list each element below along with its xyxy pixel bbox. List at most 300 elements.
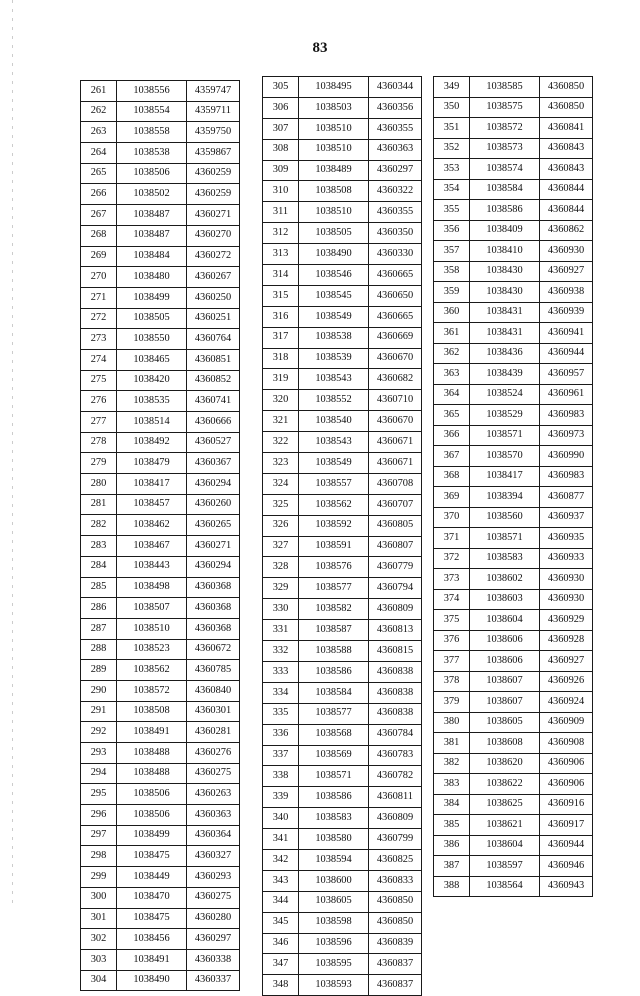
table-row (263, 975, 422, 996)
table-row (81, 370, 240, 391)
y-coordinate-cell: 4360938 (540, 282, 593, 303)
table-row (81, 536, 240, 557)
y-coordinate-cell: 4359867 (187, 143, 240, 164)
x-coordinate-cell: 1038572 (117, 680, 187, 701)
y-coordinate-cell: 4360844 (540, 179, 593, 200)
y-coordinate-cell: 4360338 (187, 949, 240, 970)
y-coordinate-cell: 4360983 (540, 466, 593, 487)
point-number-cell: 367 (434, 446, 470, 467)
x-coordinate-cell: 1038480 (117, 267, 187, 288)
table-row (263, 160, 422, 181)
x-coordinate-cell: 1038538 (117, 143, 187, 164)
table-row (434, 589, 593, 610)
table-row (81, 329, 240, 350)
point-number-cell: 321 (263, 411, 299, 432)
table-row (434, 364, 593, 385)
table-row (434, 651, 593, 672)
y-coordinate-cell: 4360805 (369, 515, 422, 536)
x-coordinate-cell: 1038508 (299, 181, 369, 202)
x-coordinate-cell: 1038621 (470, 815, 540, 836)
point-number-cell: 328 (263, 557, 299, 578)
table-row (263, 369, 422, 390)
y-coordinate-cell: 4360741 (187, 391, 240, 412)
point-number-cell: 363 (434, 364, 470, 385)
x-coordinate-cell: 1038586 (470, 200, 540, 221)
table-row (81, 122, 240, 143)
table-row (434, 794, 593, 815)
table-row (81, 784, 240, 805)
x-coordinate-cell: 1038606 (470, 630, 540, 651)
point-number-cell: 283 (81, 536, 117, 557)
point-number-cell: 276 (81, 391, 117, 412)
point-number-cell: 281 (81, 494, 117, 515)
table-row (81, 308, 240, 329)
scan-edge-line (12, 0, 13, 905)
point-number-cell: 315 (263, 285, 299, 306)
y-coordinate-cell: 4360990 (540, 446, 593, 467)
x-coordinate-cell: 1038490 (117, 970, 187, 991)
point-number-cell: 382 (434, 753, 470, 774)
y-coordinate-cell: 4360297 (369, 160, 422, 181)
y-coordinate-cell: 4360682 (369, 369, 422, 390)
table-row (434, 712, 593, 733)
y-coordinate-cell: 4360794 (369, 578, 422, 599)
point-number-cell: 303 (81, 949, 117, 970)
y-coordinate-cell: 4360293 (187, 867, 240, 888)
table-row (81, 205, 240, 226)
table-row (434, 179, 593, 200)
point-number-cell: 275 (81, 370, 117, 391)
table-row (434, 856, 593, 877)
x-coordinate-cell: 1038594 (299, 849, 369, 870)
coordinate-table-1 (80, 80, 240, 991)
x-coordinate-cell: 1038510 (299, 139, 369, 160)
table-row (434, 138, 593, 159)
table-row (263, 703, 422, 724)
point-number-cell: 346 (263, 933, 299, 954)
table-row (434, 569, 593, 590)
x-coordinate-cell: 1038505 (299, 223, 369, 244)
x-coordinate-cell: 1038552 (299, 390, 369, 411)
x-coordinate-cell: 1038622 (470, 774, 540, 795)
y-coordinate-cell: 4360924 (540, 692, 593, 713)
y-coordinate-cell: 4360364 (187, 825, 240, 846)
point-number-cell: 345 (263, 912, 299, 933)
point-number-cell: 386 (434, 835, 470, 856)
table-row (434, 466, 593, 487)
point-number-cell: 323 (263, 453, 299, 474)
x-coordinate-cell: 1038524 (470, 384, 540, 405)
y-coordinate-cell: 4360281 (187, 722, 240, 743)
point-number-cell: 387 (434, 856, 470, 877)
x-coordinate-cell: 1038558 (117, 122, 187, 143)
y-coordinate-cell: 4360355 (369, 118, 422, 139)
x-coordinate-cell: 1038607 (470, 671, 540, 692)
table-row (263, 870, 422, 891)
x-coordinate-cell: 1038607 (470, 692, 540, 713)
point-number-cell: 270 (81, 267, 117, 288)
x-coordinate-cell: 1038573 (470, 138, 540, 159)
point-number-cell: 267 (81, 205, 117, 226)
x-coordinate-cell: 1038571 (470, 425, 540, 446)
point-number-cell: 365 (434, 405, 470, 426)
table-row (434, 630, 593, 651)
point-number-cell: 340 (263, 808, 299, 829)
y-coordinate-cell: 4360764 (187, 329, 240, 350)
x-coordinate-cell: 1038498 (117, 577, 187, 598)
y-coordinate-cell: 4359747 (187, 81, 240, 102)
x-coordinate-cell: 1038436 (470, 343, 540, 364)
x-coordinate-cell: 1038431 (470, 302, 540, 323)
point-number-cell: 314 (263, 265, 299, 286)
table-row (81, 494, 240, 515)
y-coordinate-cell: 4360815 (369, 641, 422, 662)
point-number-cell: 380 (434, 712, 470, 733)
point-number-cell: 373 (434, 569, 470, 590)
y-coordinate-cell: 4360850 (540, 97, 593, 118)
point-number-cell: 364 (434, 384, 470, 405)
x-coordinate-cell: 1038586 (299, 661, 369, 682)
point-number-cell: 290 (81, 680, 117, 701)
y-coordinate-cell: 4360916 (540, 794, 593, 815)
point-number-cell: 381 (434, 733, 470, 754)
y-coordinate-cell: 4360784 (369, 724, 422, 745)
point-number-cell: 327 (263, 536, 299, 557)
x-coordinate-cell: 1038510 (299, 118, 369, 139)
point-number-cell: 366 (434, 425, 470, 446)
point-number-cell: 285 (81, 577, 117, 598)
y-coordinate-cell: 4360263 (187, 784, 240, 805)
y-coordinate-cell: 4360276 (187, 743, 240, 764)
x-coordinate-cell: 1038577 (299, 578, 369, 599)
point-number-cell: 342 (263, 849, 299, 870)
table-row (81, 846, 240, 867)
y-coordinate-cell: 4360330 (369, 244, 422, 265)
table-row (434, 815, 593, 836)
x-coordinate-cell: 1038591 (299, 536, 369, 557)
point-number-cell: 379 (434, 692, 470, 713)
table-row (263, 912, 422, 933)
table-row (434, 876, 593, 897)
table-row (434, 118, 593, 139)
y-coordinate-cell: 4360944 (540, 343, 593, 364)
table-row (434, 671, 593, 692)
x-coordinate-cell: 1038490 (299, 244, 369, 265)
x-coordinate-cell: 1038430 (470, 261, 540, 282)
table-row (81, 163, 240, 184)
x-coordinate-cell: 1038597 (470, 856, 540, 877)
table-row (263, 578, 422, 599)
point-number-cell: 268 (81, 225, 117, 246)
y-coordinate-cell: 4360928 (540, 630, 593, 651)
table-row (81, 722, 240, 743)
table-row (263, 829, 422, 850)
x-coordinate-cell: 1038487 (117, 205, 187, 226)
y-coordinate-cell: 4360850 (369, 891, 422, 912)
point-number-cell: 273 (81, 329, 117, 350)
point-number-cell: 308 (263, 139, 299, 160)
y-coordinate-cell: 4360275 (187, 887, 240, 908)
x-coordinate-cell: 1038479 (117, 453, 187, 474)
y-coordinate-cell: 4360941 (540, 323, 593, 344)
table-row (434, 610, 593, 631)
point-number-cell: 371 (434, 528, 470, 549)
y-coordinate-cell: 4360327 (187, 846, 240, 867)
y-coordinate-cell: 4360850 (540, 77, 593, 98)
table-row (263, 348, 422, 369)
y-coordinate-cell: 4360841 (540, 118, 593, 139)
table-row (434, 733, 593, 754)
x-coordinate-cell: 1038495 (299, 77, 369, 98)
point-number-cell: 307 (263, 118, 299, 139)
point-number-cell: 374 (434, 589, 470, 610)
y-coordinate-cell: 4360260 (187, 494, 240, 515)
table-row (434, 77, 593, 98)
table-row (81, 556, 240, 577)
x-coordinate-cell: 1038608 (470, 733, 540, 754)
table-row (81, 618, 240, 639)
table-row (81, 639, 240, 660)
point-number-cell: 357 (434, 241, 470, 262)
x-coordinate-cell: 1038602 (470, 569, 540, 590)
table-row (81, 81, 240, 102)
x-coordinate-cell: 1038502 (117, 184, 187, 205)
point-number-cell: 295 (81, 784, 117, 805)
y-coordinate-cell: 4360906 (540, 753, 593, 774)
table-row (81, 970, 240, 991)
x-coordinate-cell: 1038488 (117, 743, 187, 764)
point-number-cell: 272 (81, 308, 117, 329)
point-number-cell: 384 (434, 794, 470, 815)
point-number-cell: 324 (263, 473, 299, 494)
point-number-cell: 348 (263, 975, 299, 996)
x-coordinate-cell: 1038557 (299, 473, 369, 494)
y-coordinate-cell: 4360813 (369, 620, 422, 641)
y-coordinate-cell: 4360809 (369, 808, 422, 829)
y-coordinate-cell: 4360265 (187, 515, 240, 536)
y-coordinate-cell: 4360838 (369, 661, 422, 682)
point-number-cell: 350 (434, 97, 470, 118)
point-number-cell: 313 (263, 244, 299, 265)
point-number-cell: 334 (263, 682, 299, 703)
x-coordinate-cell: 1038462 (117, 515, 187, 536)
table-row (263, 954, 422, 975)
table-row (434, 302, 593, 323)
y-coordinate-cell: 4360927 (540, 261, 593, 282)
y-coordinate-cell: 4360983 (540, 405, 593, 426)
table-row (81, 184, 240, 205)
y-coordinate-cell: 4360707 (369, 494, 422, 515)
y-coordinate-cell: 4360917 (540, 815, 593, 836)
point-number-cell: 360 (434, 302, 470, 323)
point-number-cell: 266 (81, 184, 117, 205)
y-coordinate-cell: 4360301 (187, 701, 240, 722)
x-coordinate-cell: 1038430 (470, 282, 540, 303)
x-coordinate-cell: 1038465 (117, 349, 187, 370)
x-coordinate-cell: 1038499 (117, 287, 187, 308)
x-coordinate-cell: 1038569 (299, 745, 369, 766)
y-coordinate-cell: 4360367 (187, 453, 240, 474)
table-row (263, 745, 422, 766)
point-number-cell: 372 (434, 548, 470, 569)
table-row (81, 949, 240, 970)
y-coordinate-cell: 4359750 (187, 122, 240, 143)
x-coordinate-cell: 1038506 (117, 163, 187, 184)
y-coordinate-cell: 4360927 (540, 651, 593, 672)
y-coordinate-cell: 4360280 (187, 908, 240, 929)
y-coordinate-cell: 4360973 (540, 425, 593, 446)
y-coordinate-cell: 4360272 (187, 246, 240, 267)
x-coordinate-cell: 1038540 (299, 411, 369, 432)
point-number-cell: 261 (81, 81, 117, 102)
x-coordinate-cell: 1038570 (470, 446, 540, 467)
x-coordinate-cell: 1038409 (470, 220, 540, 241)
table-row (81, 660, 240, 681)
point-number-cell: 293 (81, 743, 117, 764)
point-number-cell: 311 (263, 202, 299, 223)
x-coordinate-cell: 1038562 (117, 660, 187, 681)
x-coordinate-cell: 1038583 (299, 808, 369, 829)
point-number-cell: 326 (263, 515, 299, 536)
y-coordinate-cell: 4360251 (187, 308, 240, 329)
point-number-cell: 337 (263, 745, 299, 766)
table-row (81, 908, 240, 929)
y-coordinate-cell: 4360275 (187, 763, 240, 784)
x-coordinate-cell: 1038560 (470, 507, 540, 528)
x-coordinate-cell: 1038484 (117, 246, 187, 267)
x-coordinate-cell: 1038596 (299, 933, 369, 954)
y-coordinate-cell: 4360368 (187, 618, 240, 639)
table-row (263, 515, 422, 536)
y-coordinate-cell: 4360930 (540, 589, 593, 610)
table-row (81, 246, 240, 267)
x-coordinate-cell: 1038556 (117, 81, 187, 102)
y-coordinate-cell: 4360933 (540, 548, 593, 569)
table-row (81, 287, 240, 308)
y-coordinate-cell: 4360666 (187, 412, 240, 433)
y-coordinate-cell: 4360844 (540, 200, 593, 221)
point-number-cell: 318 (263, 348, 299, 369)
table-row (263, 661, 422, 682)
y-coordinate-cell: 4360785 (187, 660, 240, 681)
point-number-cell: 352 (434, 138, 470, 159)
y-coordinate-cell: 4360363 (369, 139, 422, 160)
table-row (81, 805, 240, 826)
y-coordinate-cell: 4360259 (187, 163, 240, 184)
table-row (434, 261, 593, 282)
x-coordinate-cell: 1038499 (117, 825, 187, 846)
table-row (81, 763, 240, 784)
y-coordinate-cell: 4360344 (369, 77, 422, 98)
x-coordinate-cell: 1038457 (117, 494, 187, 515)
y-coordinate-cell: 4360937 (540, 507, 593, 528)
point-number-cell: 375 (434, 610, 470, 631)
table-row (263, 557, 422, 578)
table-row (434, 241, 593, 262)
y-coordinate-cell: 4360851 (187, 349, 240, 370)
point-number-cell: 286 (81, 598, 117, 619)
x-coordinate-cell: 1038572 (470, 118, 540, 139)
y-coordinate-cell: 4360957 (540, 364, 593, 385)
y-coordinate-cell: 4360297 (187, 929, 240, 950)
point-number-cell: 297 (81, 825, 117, 846)
x-coordinate-cell: 1038600 (299, 870, 369, 891)
y-coordinate-cell: 4360929 (540, 610, 593, 631)
point-number-cell: 292 (81, 722, 117, 743)
x-coordinate-cell: 1038417 (470, 466, 540, 487)
table-row (263, 327, 422, 348)
point-number-cell: 359 (434, 282, 470, 303)
y-coordinate-cell: 4360852 (187, 370, 240, 391)
y-coordinate-cell: 4360926 (540, 671, 593, 692)
table-row (263, 411, 422, 432)
point-number-cell: 319 (263, 369, 299, 390)
y-coordinate-cell: 4360783 (369, 745, 422, 766)
x-coordinate-cell: 1038593 (299, 975, 369, 996)
x-coordinate-cell: 1038475 (117, 846, 187, 867)
y-coordinate-cell: 4360670 (369, 411, 422, 432)
x-coordinate-cell: 1038625 (470, 794, 540, 815)
table-row (434, 692, 593, 713)
table-row (434, 323, 593, 344)
x-coordinate-cell: 1038510 (117, 618, 187, 639)
x-coordinate-cell: 1038510 (299, 202, 369, 223)
y-coordinate-cell: 4360665 (369, 306, 422, 327)
table-row (434, 282, 593, 303)
point-number-cell: 322 (263, 432, 299, 453)
table-row (263, 97, 422, 118)
y-coordinate-cell: 4360363 (187, 805, 240, 826)
table-row (434, 220, 593, 241)
table-row (263, 306, 422, 327)
point-number-cell: 301 (81, 908, 117, 929)
point-number-cell: 320 (263, 390, 299, 411)
y-coordinate-cell: 4360294 (187, 556, 240, 577)
x-coordinate-cell: 1038475 (117, 908, 187, 929)
table-row (81, 743, 240, 764)
table-row (81, 515, 240, 536)
point-number-cell: 335 (263, 703, 299, 724)
table-row (434, 774, 593, 795)
point-number-cell: 331 (263, 620, 299, 641)
x-coordinate-cell: 1038546 (299, 265, 369, 286)
point-number-cell: 343 (263, 870, 299, 891)
y-coordinate-cell: 4360271 (187, 536, 240, 557)
table-row (81, 143, 240, 164)
point-number-cell: 278 (81, 432, 117, 453)
point-number-cell: 305 (263, 77, 299, 98)
x-coordinate-cell: 1038588 (299, 641, 369, 662)
x-coordinate-cell: 1038571 (470, 528, 540, 549)
y-coordinate-cell: 4360838 (369, 703, 422, 724)
x-coordinate-cell: 1038507 (117, 598, 187, 619)
x-coordinate-cell: 1038574 (470, 159, 540, 180)
x-coordinate-cell: 1038487 (117, 225, 187, 246)
point-number-cell: 304 (81, 970, 117, 991)
point-number-cell: 287 (81, 618, 117, 639)
y-coordinate-cell: 4360843 (540, 159, 593, 180)
point-number-cell: 370 (434, 507, 470, 528)
x-coordinate-cell: 1038571 (299, 766, 369, 787)
y-coordinate-cell: 4360350 (369, 223, 422, 244)
y-coordinate-cell: 4360368 (187, 598, 240, 619)
table-row (434, 753, 593, 774)
coordinate-table-2 (262, 76, 422, 996)
point-number-cell: 376 (434, 630, 470, 651)
x-coordinate-cell: 1038456 (117, 929, 187, 950)
point-number-cell: 354 (434, 179, 470, 200)
point-number-cell: 369 (434, 487, 470, 508)
